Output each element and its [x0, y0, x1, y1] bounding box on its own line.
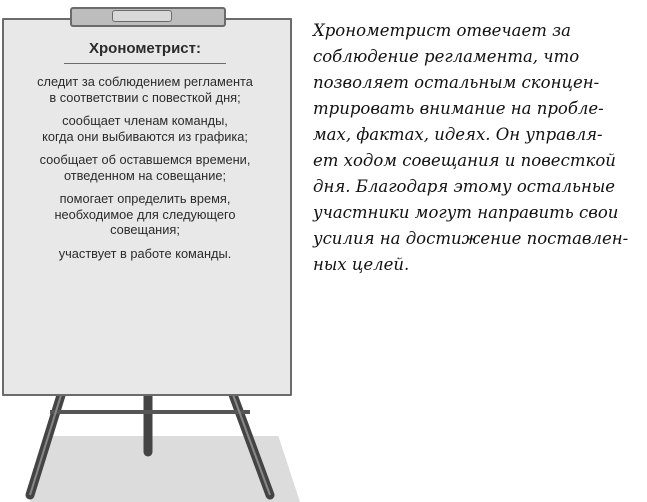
paragraph-line: ет ходом совещания и повесткой: [313, 151, 616, 170]
duty-item: [10, 74, 280, 105]
duty-line: когда они выбиваются из графика;: [42, 128, 248, 144]
paragraph-line: дня. Благодаря этому остальные: [313, 177, 616, 196]
duty-line: участвует в работе команды.: [58, 245, 232, 261]
duty-line: отведенном на совещание;: [63, 167, 227, 183]
paragraph-line: позволяет остальным сконцен-: [313, 73, 600, 92]
paragraph-line: ных целей.: [313, 255, 410, 274]
paragraph-line: Хронометрист отвечает за: [313, 21, 571, 40]
duty-line: помогает определить время,: [59, 191, 231, 206]
paragraph-line: соблюдение регламента, что: [313, 47, 580, 66]
paragraph-line: усилия на достижение поставлен-: [313, 229, 629, 248]
duties-list: [10, 74, 280, 261]
duty-item: [10, 113, 280, 144]
duty-item: [10, 152, 280, 183]
board-clip-notch: [112, 10, 172, 22]
flipchart-sheet: [10, 30, 280, 269]
duty-line: совещания;: [110, 222, 180, 237]
paragraph-line: участники могут направить свои: [313, 203, 619, 222]
duty-item: [10, 191, 280, 238]
duty-line: в соответствии с повесткой дня;: [49, 89, 241, 105]
paragraph-line: трировать внимание на пробле-: [313, 99, 604, 118]
paragraph-line: мах, фактах, идеях. Он управля-: [313, 125, 603, 144]
duty-line: сообщает членам команды,: [62, 113, 228, 128]
duty-line: сообщает об оставшемся времени,: [39, 152, 251, 167]
body-paragraph: [313, 18, 645, 278]
flipchart-illustration: [0, 0, 300, 502]
duty-line: следит за соблюдением регламента: [37, 74, 253, 89]
duty-item: [10, 246, 280, 262]
duty-line: необходимое для следующего: [54, 206, 236, 222]
flipchart-title: Хронометрист:: [64, 40, 226, 64]
